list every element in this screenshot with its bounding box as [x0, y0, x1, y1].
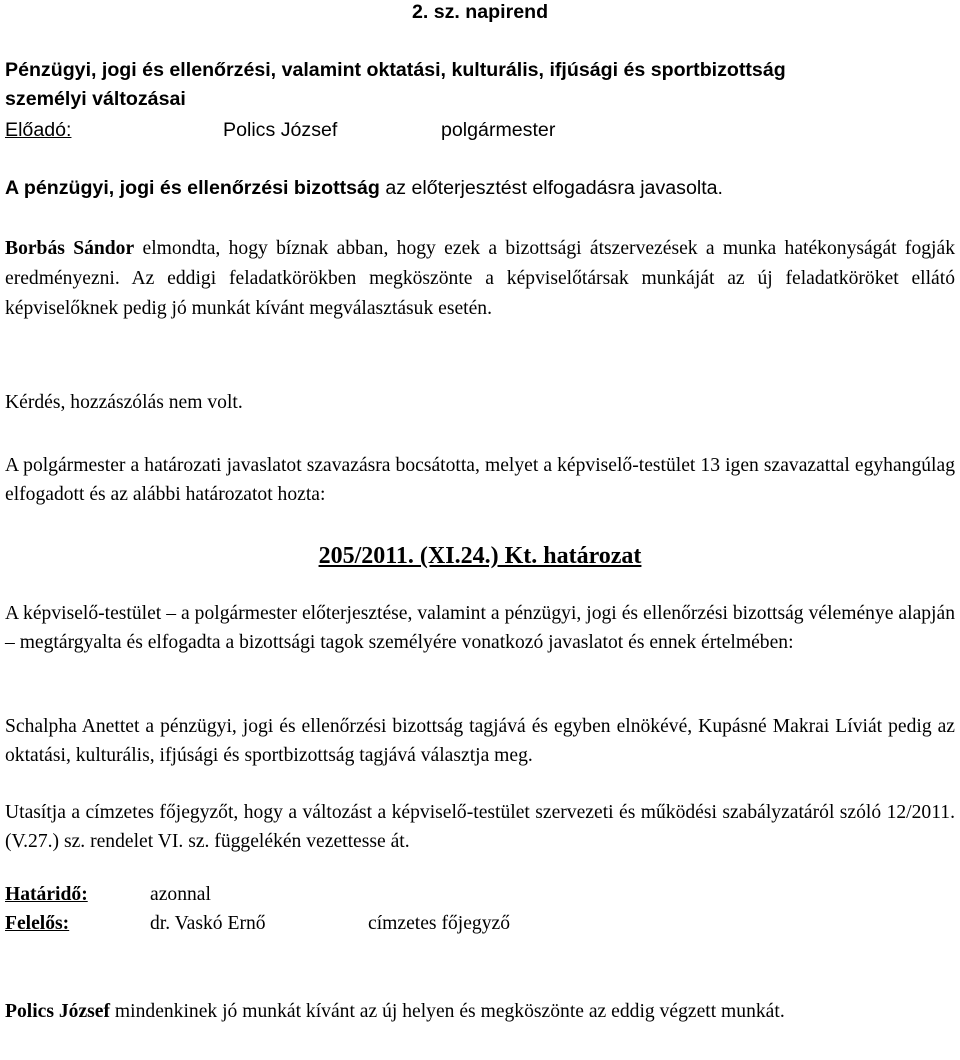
- responsible-name: dr. Vaskó Ernő: [150, 913, 266, 934]
- vote-paragraph: A polgármester a határozati javaslatot szavazásra bocsátotta, melyet a képviselő-testület 13 igen szavazattal egyhangúlag elfogadott és az alábbi határozatot hozta:: [5, 455, 955, 505]
- responsible-role: címzetes főjegyző: [368, 913, 510, 934]
- borbas-paragraph: [5, 234, 955, 324]
- committee-recommendation: [5, 174, 955, 203]
- presenter-role: polgármester: [441, 119, 556, 141]
- deadline-value: azonnal: [150, 884, 211, 905]
- closing-paragraph: [5, 997, 955, 1026]
- speaker-name: Borbás Sándor: [5, 238, 135, 259]
- resolution-decision: Schalpha Anettet a pénzügyi, jogi és ellenőrzési bizottság tagjává és egyben elnökévé, Kupásné Makrai Líviát pedig az oktatási, kulturális, ifjúsági és sportbizottság tagjává választja meg.: [5, 716, 955, 766]
- agenda-title-line2: személyi változásai: [5, 88, 186, 110]
- committee-name: A pénzügyi, jogi és ellenőrzési bizottság: [5, 177, 380, 199]
- responsible-line: [5, 909, 955, 938]
- responsible-label: Felelős:: [5, 913, 70, 934]
- resolution-preamble: A képviselő-testület – a polgármester előterjesztése, valamint a pénzügyi, jogi és ellenőrzési bizottság véleménye alapján – megtárgyalta és elfogadta a bizottsági tagok személyére vonatkozó javaslatot és ennek értelmében:: [5, 603, 955, 653]
- deadline-label: Határidő:: [5, 884, 88, 905]
- borbas-text: elmondta, hogy bíznak abban, hogy ezek a bizottsági átszervezések a munka hatékonyságát fogják eredményezni. Az eddigi feladatkörökben megköszönte a képviselőtársak munkáját az új feladatköröket ellátó képviselőknek pedig jó munkát kívánt megválasztásuk esetén.: [5, 238, 955, 319]
- agenda-title-line1: Pénzügyi, jogi és ellenőrzési, valamint oktatási, kulturális, ifjúsági és sportbizottság: [5, 59, 786, 81]
- question-line: Kérdés, hozzászólás nem volt.: [5, 392, 243, 413]
- agenda-heading: 2. sz. napirend: [411, 1, 549, 23]
- agenda-title: [5, 56, 955, 114]
- deadline-line: [5, 880, 955, 909]
- resolution-instruction: Utasítja a címzetes főjegyzőt, hogy a változást a képviselő-testület szervezeti és működési szabályzatáról szóló 12/2011. (V.27.) sz. rendelet VI. sz. függelékén vezettesse át.: [5, 802, 955, 852]
- presenter-name: Polics József: [223, 119, 338, 141]
- presenter-line: [5, 116, 955, 145]
- closing-speaker: Polics József: [5, 1001, 111, 1022]
- closing-text: mindenkinek jó munkát kívánt az új helyen és megköszönte az eddig végzett munkát.: [110, 1001, 785, 1022]
- resolution-number: 205/2011. (XI.24.) Kt. határozat: [318, 543, 642, 569]
- committee-text: az előterjesztést elfogadásra javasolta.: [379, 177, 723, 199]
- presenter-label: Előadó:: [5, 119, 72, 141]
